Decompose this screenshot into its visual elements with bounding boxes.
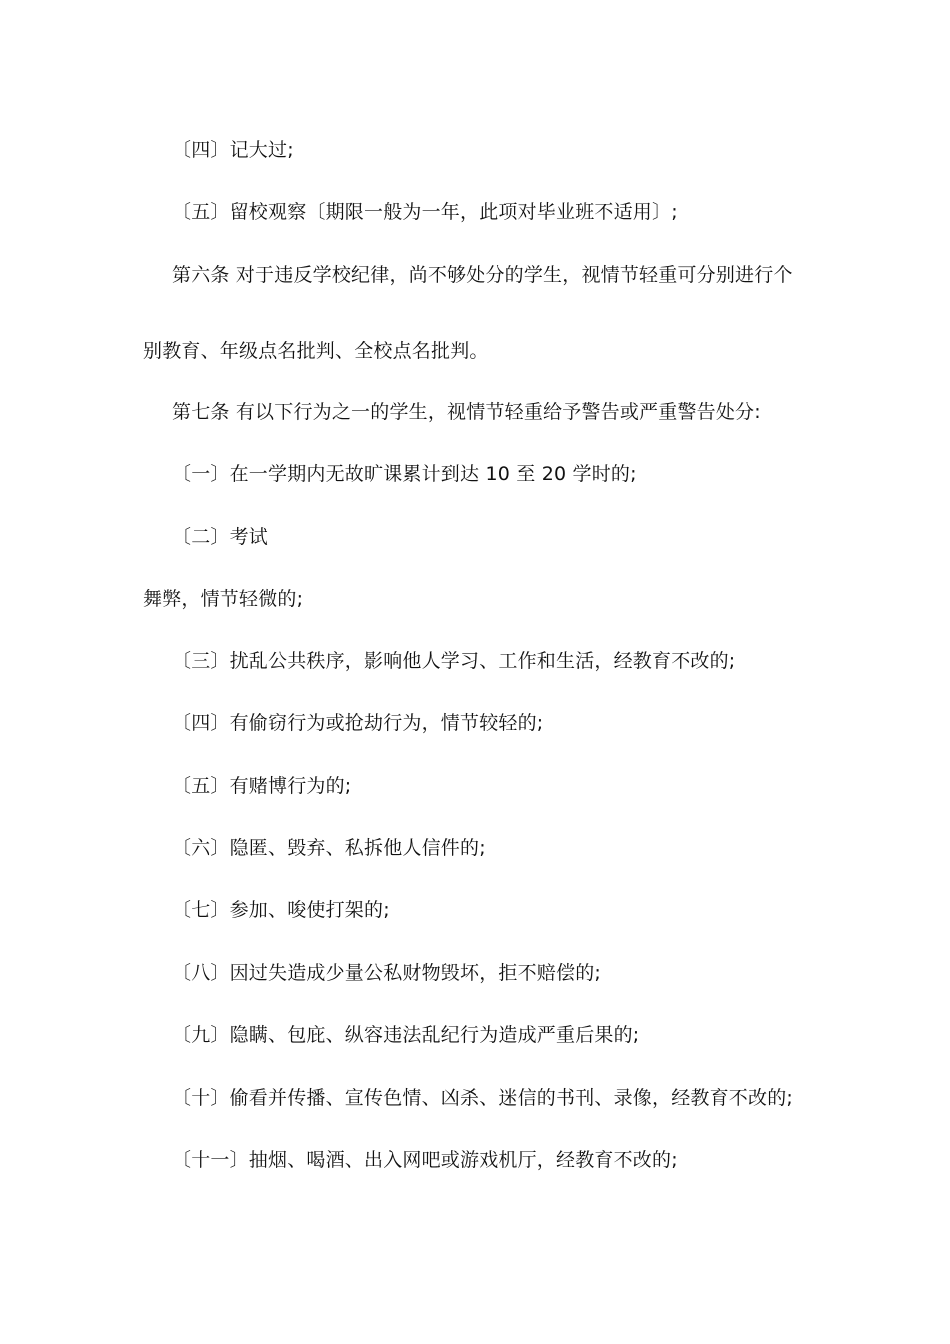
clause-four-major-demerit: 〔四〕记大过; bbox=[172, 139, 294, 161]
item-four-theft: 〔四〕有偷窃行为或抢劫行为，情节较轻的; bbox=[172, 712, 544, 734]
article-six-continuation: 别教育、年级点名批判、全校点名批判。 bbox=[143, 340, 489, 362]
article-six-paragraph: 第六条 对于违反学校纪律，尚不够处分的学生，视情节轻重可分别进行个 bbox=[172, 264, 793, 286]
item-two-exam: 〔二〕考试 bbox=[172, 526, 269, 548]
item-one-absence: 〔一〕在一学期内无故旷课累计到达 10 至 20 学时的; bbox=[172, 463, 637, 485]
item-five-gambling: 〔五〕有赌博行为的; bbox=[172, 775, 352, 797]
article-seven-paragraph: 第七条 有以下行为之一的学生，视情节轻重给予警告或严重警告处分: bbox=[172, 401, 761, 423]
item-ten-media: 〔十〕偷看并传播、宣传色情、凶杀、迷信的书刊、录像，经教育不改的; bbox=[172, 1087, 794, 1109]
item-eight-property: 〔八〕因过失造成少量公私财物毁坏，拒不赔偿的; bbox=[172, 962, 602, 984]
clause-five-probation: 〔五〕留校观察〔期限一般为一年，此项对毕业班不适用〕; bbox=[172, 201, 678, 223]
item-eleven-smoking: 〔十一〕抽烟、喝酒、出入网吧或游戏机厅，经教育不改的; bbox=[172, 1149, 678, 1171]
item-seven-fighting: 〔七〕参加、唆使打架的; bbox=[172, 899, 390, 921]
item-six-letters: 〔六〕隐匿、毁弃、私拆他人信件的; bbox=[172, 837, 486, 859]
item-nine-concealment: 〔九〕隐瞒、包庇、纵容违法乱纪行为造成严重后果的; bbox=[172, 1024, 640, 1046]
item-three-disorder: 〔三〕扰乱公共秩序，影响他人学习、工作和生活，经教育不改的; bbox=[172, 650, 736, 672]
item-two-continuation: 舞弊，情节轻微的; bbox=[143, 588, 304, 610]
